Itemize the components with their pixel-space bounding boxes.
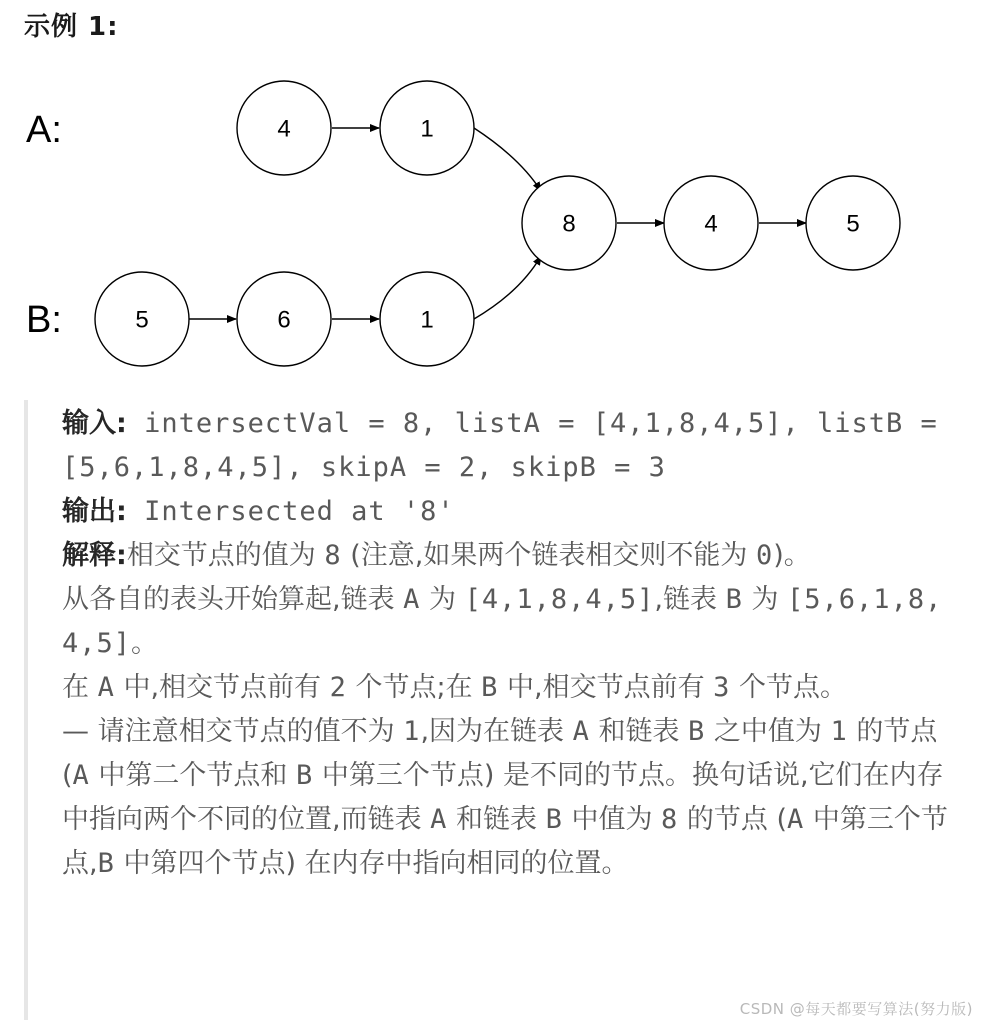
- explain-line-3: 在 A 中,相交节点前有 2 个节点;在 B 中,相交节点前有 3 个节点。: [62, 672, 848, 703]
- node-b1-value: 5: [135, 306, 149, 334]
- node-c3-value: 5: [846, 210, 860, 238]
- input-label: 输入:: [62, 408, 127, 439]
- explain-line: [62, 534, 967, 578]
- node-b2-value: 6: [277, 306, 291, 334]
- output-value: Intersected at '8': [126, 496, 455, 527]
- node-b3-value: 1: [420, 306, 434, 334]
- explain-label: 解释:: [62, 540, 127, 571]
- node-a1-value: 4: [277, 115, 291, 143]
- linked-list-diagram: [0, 70, 985, 380]
- example-block: [62, 402, 967, 886]
- node-c2-value: 4: [704, 210, 718, 238]
- input-value: intersectVal = 8, listA = [4,1,8,4,5], listB = [5,6,1,8,4,5], skipA = 2, skipB = 3: [62, 408, 938, 483]
- input-line: [62, 402, 967, 490]
- output-line: [62, 490, 967, 534]
- edge-a2-c1: [474, 128, 541, 191]
- list-a-label: A:: [26, 109, 62, 151]
- edge-b3-c1: [474, 256, 541, 319]
- output-label: 输出:: [62, 496, 127, 527]
- explain-text: 相交节点的值为 8 (注意,如果两个链表相交则不能为 0)。: [126, 540, 811, 571]
- blockquote-bar: [24, 400, 28, 1020]
- explain-line-4: — 请注意相交节点的值不为 1,因为在链表 A 和链表 B 之中值为 1 的节点 (A 中第二个节点和 B 中第三个节点) 是不同的节点。换句话说,它们在内存中指向两个不同的位置,而链表 A 和链表 B 中值为 8 的节点 (A 中第三个节点,B 中第四个节点) 在内存中指向相同的位置。: [62, 716, 948, 879]
- node-a2-value: 1: [420, 115, 434, 143]
- list-b-label: B:: [26, 299, 62, 341]
- explain-line-2: 从各自的表头开始算起,链表 A 为 [4,1,8,4,5],链表 B 为 [5,6,1,8,4,5]。: [62, 584, 943, 659]
- example-heading: 示例 1:: [24, 12, 119, 42]
- node-c1-value: 8: [562, 210, 576, 238]
- csdn-watermark: CSDN @每天都要写算法(努力版): [739, 1000, 973, 1018]
